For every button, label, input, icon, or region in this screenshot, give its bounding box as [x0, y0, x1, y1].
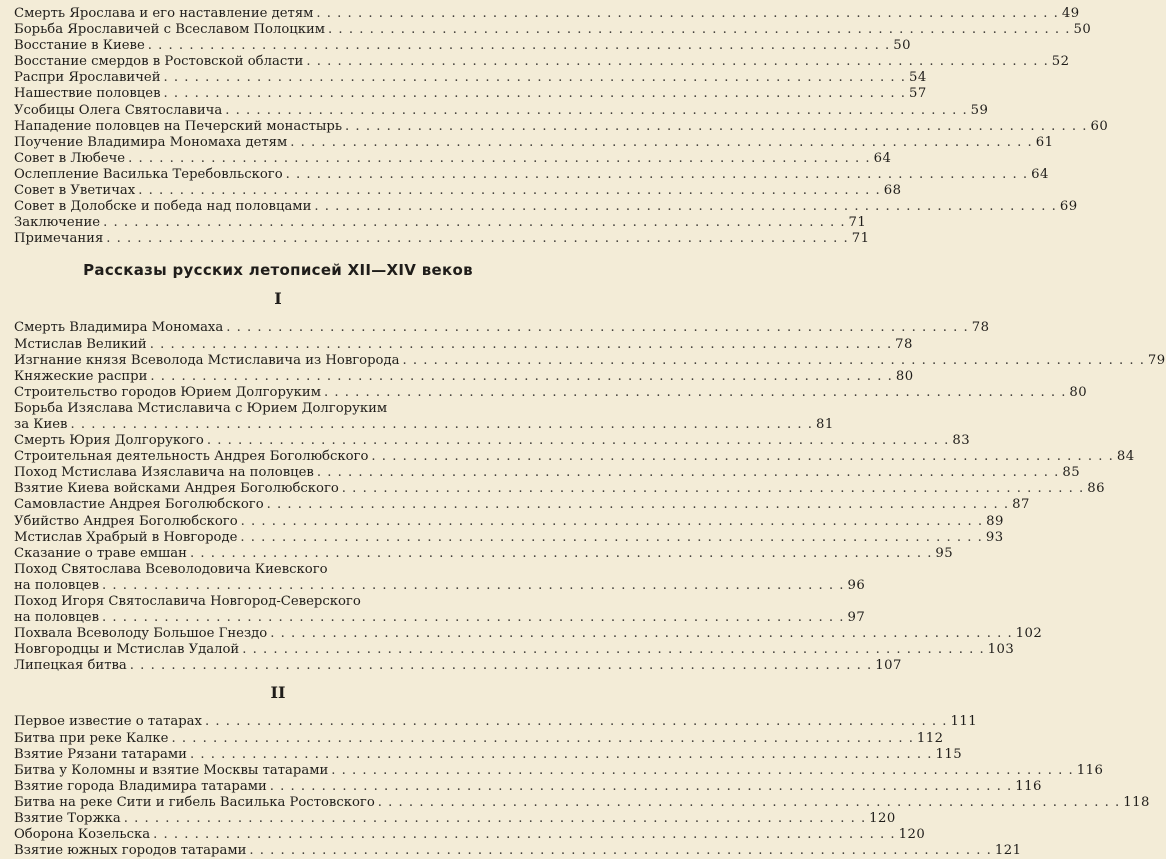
- page-number: 102: [1015, 626, 1043, 642]
- toc-part-2: [14, 714, 1150, 859]
- page-number: 50: [1073, 22, 1092, 38]
- toc-entry: [14, 465, 1081, 481]
- page-number: 57: [908, 86, 927, 102]
- toc-entry: [14, 433, 971, 449]
- toc-entry-title: Битва при реке Калке: [14, 730, 169, 746]
- toc-entry: [14, 384, 1088, 401]
- toc-entry-title: Взятие Рязани татарами: [14, 746, 187, 762]
- page-number: 112: [916, 730, 944, 746]
- toc-entry: [14, 626, 1043, 642]
- page-number: 64: [873, 150, 892, 166]
- page-number: 68: [883, 183, 902, 199]
- toc-line: [14, 320, 990, 336]
- toc-line: [14, 714, 978, 730]
- toc-entry-title: Сказание о траве емшан: [14, 545, 187, 561]
- toc-entry: [14, 70, 927, 86]
- dot-leader: [371, 449, 1113, 465]
- dot-leader: [153, 827, 895, 843]
- toc-line: [14, 118, 1109, 135]
- toc-line: [14, 6, 1080, 22]
- toc-line: [14, 762, 1104, 779]
- page-number: 120: [898, 827, 926, 843]
- toc-line: [14, 102, 989, 119]
- toc-line: [14, 794, 1150, 811]
- dot-leader: [249, 843, 991, 859]
- toc-entry-title: Взятие южных городов татарами: [14, 843, 247, 859]
- dot-leader: [225, 103, 967, 119]
- toc-entry-title-continuation: за Киев: [14, 416, 68, 432]
- page-number: 86: [1087, 481, 1106, 497]
- toc-entry: [14, 594, 866, 626]
- page-number: 71: [851, 231, 870, 247]
- dot-leader: [70, 417, 812, 433]
- toc-line: [14, 22, 1092, 38]
- toc-entry-title: Совет в Долобске и победа над половцами: [14, 199, 312, 215]
- toc-entry: [14, 6, 1080, 22]
- toc-entry-title: Убийство Андрея Боголюбского: [14, 513, 238, 529]
- page-number: 97: [847, 610, 866, 626]
- dot-leader: [378, 795, 1120, 811]
- toc-line: [14, 199, 1078, 215]
- toc-line: [14, 626, 1043, 642]
- toc-entry: [14, 449, 1135, 465]
- toc-entry-title: Усобицы Олега Святославича: [14, 102, 223, 118]
- page-number: 111: [950, 714, 978, 730]
- toc-entry-title: Липецкая битва: [14, 658, 127, 674]
- page-number: 79: [1147, 352, 1166, 368]
- toc-line: [14, 416, 834, 433]
- toc-entry: [14, 400, 834, 433]
- page-number: 107: [875, 658, 902, 674]
- page-number: 96: [847, 577, 866, 593]
- page-number: 116: [1076, 762, 1104, 778]
- toc-entry: [14, 231, 870, 247]
- toc-line: [14, 811, 896, 827]
- toc-entry-title: Распри Ярославичей: [14, 70, 161, 86]
- dot-leader: [306, 54, 1048, 70]
- toc-entry: [14, 730, 944, 747]
- toc-entry: [14, 215, 867, 231]
- toc-line: [14, 778, 1042, 795]
- toc-part-1: [14, 320, 1166, 674]
- toc-entry-title: Строительство городов Юрием Долгоруким: [14, 384, 321, 400]
- toc-line: [14, 642, 1015, 658]
- dot-leader: [150, 337, 892, 353]
- toc-line: [14, 545, 954, 562]
- toc-line: [14, 134, 1054, 151]
- toc-entry: [14, 778, 1042, 795]
- dot-leader: [102, 610, 844, 626]
- toc-entry-title: Мстислав Великий: [14, 336, 147, 352]
- toc-line: [14, 166, 1049, 183]
- toc-entry: [14, 545, 954, 562]
- page-number: 52: [1051, 54, 1070, 70]
- dot-leader: [226, 320, 968, 336]
- toc-entry: [14, 513, 1004, 530]
- toc-line: [14, 513, 1004, 530]
- toc-entry: [14, 166, 1049, 183]
- toc-entry: [14, 183, 902, 199]
- toc-entry: [14, 827, 926, 843]
- dot-leader: [128, 151, 870, 167]
- toc-entry: [14, 714, 978, 730]
- toc-entry-title: Заключение: [14, 215, 101, 231]
- page-number: 120: [869, 811, 896, 827]
- page-number: 121: [994, 843, 1022, 859]
- toc-entry: [14, 762, 1104, 779]
- toc-entry-title: Смерть Владимира Мономаха: [14, 320, 224, 336]
- dot-leader: [242, 642, 984, 658]
- toc-block-1: [14, 6, 1109, 247]
- dot-leader: [171, 731, 913, 747]
- dot-leader: [240, 530, 982, 546]
- dot-leader: [130, 658, 872, 674]
- dot-leader: [205, 714, 947, 730]
- dot-leader: [402, 353, 1144, 369]
- toc-line: [14, 54, 1070, 70]
- toc-line: [14, 70, 927, 86]
- toc-entry-title: Изгнание князя Всеволода Мстиславича из Новгорода: [14, 352, 400, 368]
- toc-entry: [14, 352, 1166, 369]
- toc-line: [14, 231, 870, 247]
- dot-leader: [270, 626, 1012, 642]
- toc-line: [14, 384, 1088, 401]
- dot-leader: [331, 763, 1073, 779]
- toc-entry-title-continuation: на половцев: [14, 577, 100, 593]
- toc-entry: [14, 843, 1022, 859]
- page-number: 87: [1012, 497, 1030, 513]
- toc-line: [14, 150, 892, 167]
- toc-entry: [14, 86, 927, 102]
- dot-leader: [124, 811, 866, 827]
- toc-line: [14, 658, 902, 674]
- toc-entry-title: Примечания: [14, 231, 104, 247]
- toc-line: [14, 529, 1004, 546]
- page-number: 95: [935, 545, 954, 561]
- dot-leader: [148, 38, 890, 54]
- toc-entry: [14, 811, 896, 827]
- dot-leader: [106, 231, 848, 247]
- dot-leader: [190, 747, 932, 763]
- toc-entry-title: Первое известие о татарах: [14, 714, 202, 730]
- toc-entry-title: Новгородцы и Мстислав Удалой: [14, 642, 240, 658]
- toc-entry: [14, 642, 1015, 658]
- page-number: 78: [971, 320, 990, 336]
- toc-entry-title: Поучение Владимира Мономаха детям: [14, 134, 288, 150]
- toc-entry: [14, 481, 1106, 497]
- dot-leader: [270, 779, 1012, 795]
- page-number: 60: [1090, 118, 1109, 134]
- toc-entry-title: Ослепление Василька Теребовльского: [14, 166, 283, 182]
- toc-entry-title: Борьба Ярославичей с Всеславом Полоцким: [14, 22, 326, 38]
- dot-leader: [328, 22, 1070, 38]
- toc-entry-title: Битва на реке Сити и гибель Василька Ростовского: [14, 794, 375, 810]
- toc-line: [14, 433, 971, 449]
- toc-entry-title: Княжеские распри: [14, 368, 148, 384]
- page-number: 64: [1031, 166, 1049, 182]
- toc-entry-title: Совет в Уветичах: [14, 183, 136, 199]
- dot-leader: [102, 578, 844, 594]
- dot-leader: [150, 369, 892, 385]
- page-number: 80: [1069, 384, 1088, 400]
- toc-line: [14, 843, 1022, 859]
- toc-entry: [14, 199, 1078, 215]
- dot-leader: [345, 119, 1087, 135]
- dot-leader: [164, 70, 906, 86]
- toc-line: [14, 730, 944, 747]
- toc-line: [14, 215, 867, 231]
- page-number: 59: [970, 102, 989, 118]
- page-number: 71: [848, 215, 867, 231]
- dot-leader: [342, 481, 1084, 497]
- toc-line: [14, 86, 927, 102]
- toc-entry: [14, 561, 866, 594]
- dot-leader: [317, 465, 1059, 481]
- toc-entry-title: Битва у Коломны и взятие Москвы татарами: [14, 762, 329, 778]
- toc-entry-title: Смерть Юрия Долгорукого: [14, 433, 204, 449]
- dot-leader: [207, 433, 949, 449]
- toc-entry-title: Поход Мстислава Изяславича на половцев: [14, 465, 314, 481]
- toc-entry-title: Нападение половцев на Печерский монастырь: [14, 118, 343, 134]
- dot-leader: [316, 6, 1058, 22]
- toc-entry: [14, 134, 1054, 151]
- toc-entry: [14, 497, 1030, 513]
- toc-entry-title-continuation: на половцев: [14, 610, 100, 626]
- toc-entry: [14, 38, 912, 54]
- dot-leader: [324, 385, 1066, 401]
- toc-line: [14, 183, 902, 199]
- toc-entry-title: Взятие Торжка: [14, 811, 121, 827]
- toc-entry: [14, 118, 1109, 135]
- dot-leader: [290, 135, 1032, 151]
- toc-entry-title: Мстислав Храбрый в Новгороде: [14, 529, 238, 545]
- page-number: 78: [895, 336, 913, 352]
- page-number: 89: [986, 513, 1004, 529]
- page-number: 80: [895, 368, 914, 384]
- dot-leader: [267, 497, 1009, 513]
- page-number: 85: [1062, 465, 1081, 481]
- page-number: 83: [952, 433, 971, 449]
- page-number: 54: [908, 70, 927, 86]
- toc-entry: [14, 102, 989, 119]
- dot-leader: [138, 183, 880, 199]
- page-number: 49: [1061, 6, 1080, 21]
- toc-entry: [14, 22, 1092, 38]
- page-number: 103: [987, 642, 1015, 658]
- toc-entry: [14, 150, 892, 167]
- toc-entry-title: Восстание в Киеве: [14, 38, 145, 54]
- page-number: 116: [1015, 778, 1042, 794]
- page-number: 81: [815, 416, 834, 432]
- toc-line: [14, 368, 914, 385]
- toc-line: [14, 827, 926, 843]
- page-number: 69: [1059, 199, 1078, 215]
- toc-entry-title: Нашествие половцев: [14, 86, 161, 102]
- page-number: 115: [935, 746, 963, 762]
- dot-leader: [314, 199, 1056, 215]
- toc-line: [14, 352, 1166, 369]
- toc-line: [14, 38, 912, 54]
- toc-entry-title: Самовластие Андрея Боголюбского: [14, 497, 264, 513]
- dot-leader: [286, 167, 1028, 183]
- toc-line: [14, 336, 913, 353]
- toc-entry: [14, 529, 1004, 546]
- toc-entry: [14, 658, 902, 674]
- toc-line: [14, 746, 963, 763]
- page-number: 50: [893, 38, 912, 54]
- toc-line: [14, 497, 1030, 513]
- toc-entry: [14, 54, 1070, 70]
- toc-entry-title: Строительная деятельность Андрея Боголюбского: [14, 449, 369, 465]
- toc-line: [14, 481, 1106, 497]
- toc-entry: [14, 368, 914, 385]
- toc-line: [14, 449, 1135, 465]
- toc-entry-title: Смерть Ярослава и его наставление детям: [14, 6, 314, 21]
- dot-leader: [241, 514, 983, 530]
- page-number: 93: [985, 529, 1004, 545]
- page-number: 61: [1035, 134, 1054, 150]
- toc-entry: [14, 794, 1150, 811]
- page-number: 84: [1116, 449, 1135, 465]
- section-heading: Рассказы русских летописей XII—XIV веков: [83, 261, 473, 280]
- toc-entry: [14, 746, 963, 763]
- toc-line: [14, 577, 866, 594]
- toc-line: [14, 465, 1081, 481]
- toc-entry: [14, 320, 990, 336]
- toc-line: [14, 610, 866, 626]
- toc-entry-title: Поход Святослава Всеволодовича Киевского: [14, 561, 328, 577]
- dot-leader: [190, 546, 932, 562]
- toc-entry-title: Совет в Любече: [14, 150, 126, 166]
- page-number: 118: [1123, 794, 1150, 810]
- toc-entry-title: Взятие Киева войсками Андрея Боголюбского: [14, 481, 339, 497]
- toc-entry-title: Взятие города Владимира татарами: [14, 778, 267, 794]
- dot-leader: [103, 215, 845, 231]
- toc-entry: [14, 336, 913, 353]
- dot-leader: [164, 86, 906, 102]
- part-2-numeral: II: [270, 683, 286, 703]
- toc-entry-title: Борьба Изяслава Мстиславича с Юрием Долгоруким: [14, 400, 388, 416]
- toc-entry-title: Оборона Козельска: [14, 827, 151, 843]
- part-1-numeral: I: [274, 289, 282, 309]
- toc-entry-title: Восстание смердов в Ростовской области: [14, 54, 304, 70]
- toc-entry-title: Поход Игоря Святославича Новгород-Северского: [14, 594, 361, 609]
- toc-entry-title: Похвала Всеволоду Большое Гнездо: [14, 626, 268, 642]
